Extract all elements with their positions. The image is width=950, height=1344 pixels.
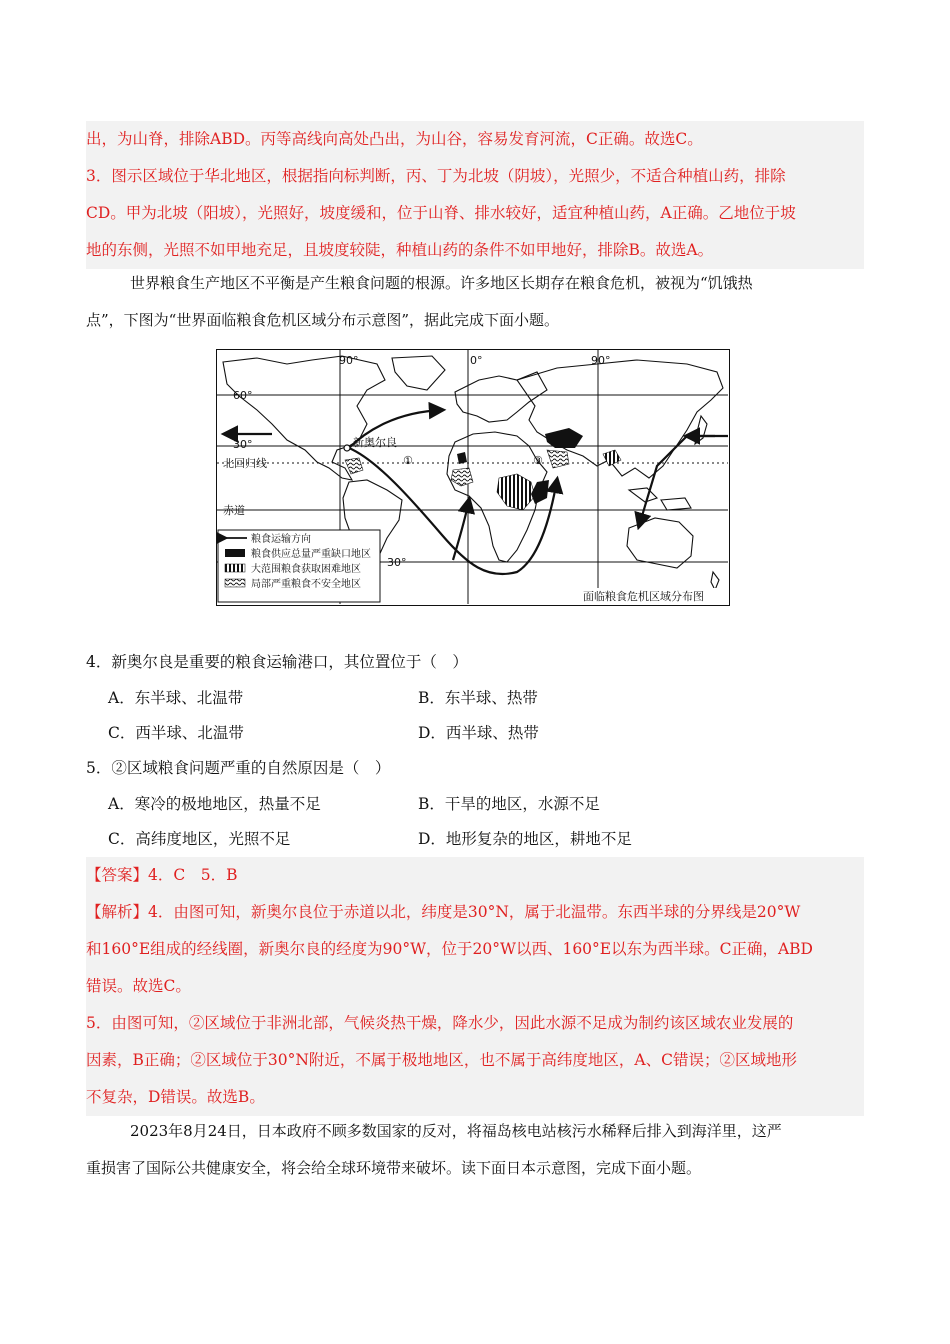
intro-paragraph-line: 重损害了国际公共健康安全，将会给全球环境带来破坏。读下面日本示意图，完成下面小题。 [86,1159,702,1177]
question-5-stem: 5．②区域粮食问题严重的自然原因是（ ） [86,759,391,777]
legend-insecure: 局部严重粮食不安全地区 [251,579,361,590]
q5-option-c[interactable]: C．高纬度地区，光照不足 [108,830,291,848]
answer-line: 【解析】4．由图可知，新奥尔良位于赤道以北，纬度是30°N，属于北温带。东西半球的分界线是20°W [86,903,801,921]
map-legend [218,530,380,602]
label-lon-90e: 90° [591,354,611,367]
answer-line: 地的东侧，光照不如甲地充足，且坡度较陡，种植山药的条件不如甲地好，排除B。故选A。 [86,241,714,259]
answer-line: 和160°E组成的经线圈，新奥尔良的经度为90°W，位于20°W以西、160°E以东为西半球。C正确，ABD [86,940,813,958]
intro-paragraph-line: 世界粮食生产地区不平衡是产生粮食问题的根源。许多地区长期存在粮食危机，被视为“饥饿热 [130,274,753,292]
answer-line: 出，为山脊，排除ABD。丙等高线向高处凸出，为山谷，容易发育河流，C正确。故选C。 [86,130,703,148]
label-tropic: 北回归线 [223,457,267,470]
label-region-1: ① [403,454,413,467]
label-region-3: ③ [533,454,543,467]
label-lat-30n: 30° [233,438,253,451]
answer-line: CD。甲为北坡（阳坡），光照好，坡度缓和，位于山脊、排水较好，适宜种植山药，A正确。乙地位于坡 [86,204,796,222]
q4-option-b[interactable]: B．东半球、热带 [418,689,538,707]
intro-paragraph-line: 2023年8月24日，日本政府不顾多数国家的反对，将福岛核电站核污水稀释后排入到海洋里，这严 [130,1122,782,1140]
question-4-stem: 4．新奥尔良是重要的粮食运输港口，其位置位于（ ） [86,653,468,671]
answer-line: 3．图示区域位于华北地区，根据指向标判断，丙、丁为北坡（阴坡），光照少，不适合种植山药，排除 [86,167,786,185]
q5-option-b[interactable]: B．干旱的地区，水源不足 [418,795,600,813]
legend-shortage: 粮食供应总量严重缺口地区 [251,549,371,560]
legend-transport: 粮食运输方向 [251,534,311,545]
answer-line: 5．由图可知，②区域位于非洲北部，气候炎热干燥，降水少，因此水源不足成为制约该区域农业发展的 [86,1014,794,1032]
label-new-orleans: 新奥尔良 [353,436,397,449]
map-caption: 面临粮食危机区域分布图 [583,590,704,603]
label-lat-30s: 30° [387,556,407,569]
label-lon-90w: 90° [339,354,359,367]
intro-paragraph-line: 点”，下图为“世界面临粮食危机区域分布示意图”，据此完成下面小题。 [86,311,560,329]
world-food-crisis-map [216,349,730,606]
q5-option-d[interactable]: D．地形复杂的地区，耕地不足 [418,830,632,848]
answer-line: 错误。故选C。 [86,977,191,995]
legend-access: 大范围粮食获取困难地区 [251,564,361,575]
answer-block-q4-q5 [86,857,864,1116]
answer-line: 不复杂，D错误。故选B。 [86,1088,265,1106]
label-lon-0: 0° [470,354,483,367]
label-lat-60: 60° [233,389,253,402]
new-orleans-marker [344,445,350,451]
q4-option-a[interactable]: A．东半球、北温带 [108,689,244,707]
answer-line: 因素，B正确；②区域位于30°N附近，不属于极地地区，也不属于高纬度地区，A、C错误；②区域地形 [86,1051,797,1069]
q5-option-a[interactable]: A．寒冷的极地地区，热量不足 [108,795,321,813]
q4-option-d[interactable]: D．西半球、热带 [418,724,539,742]
answer-line: 【答案】4．C 5．B [86,866,238,884]
label-equator: 赤道 [223,504,245,517]
q4-option-c[interactable]: C．西半球、北温带 [108,724,244,742]
answer-block-top [86,121,864,269]
